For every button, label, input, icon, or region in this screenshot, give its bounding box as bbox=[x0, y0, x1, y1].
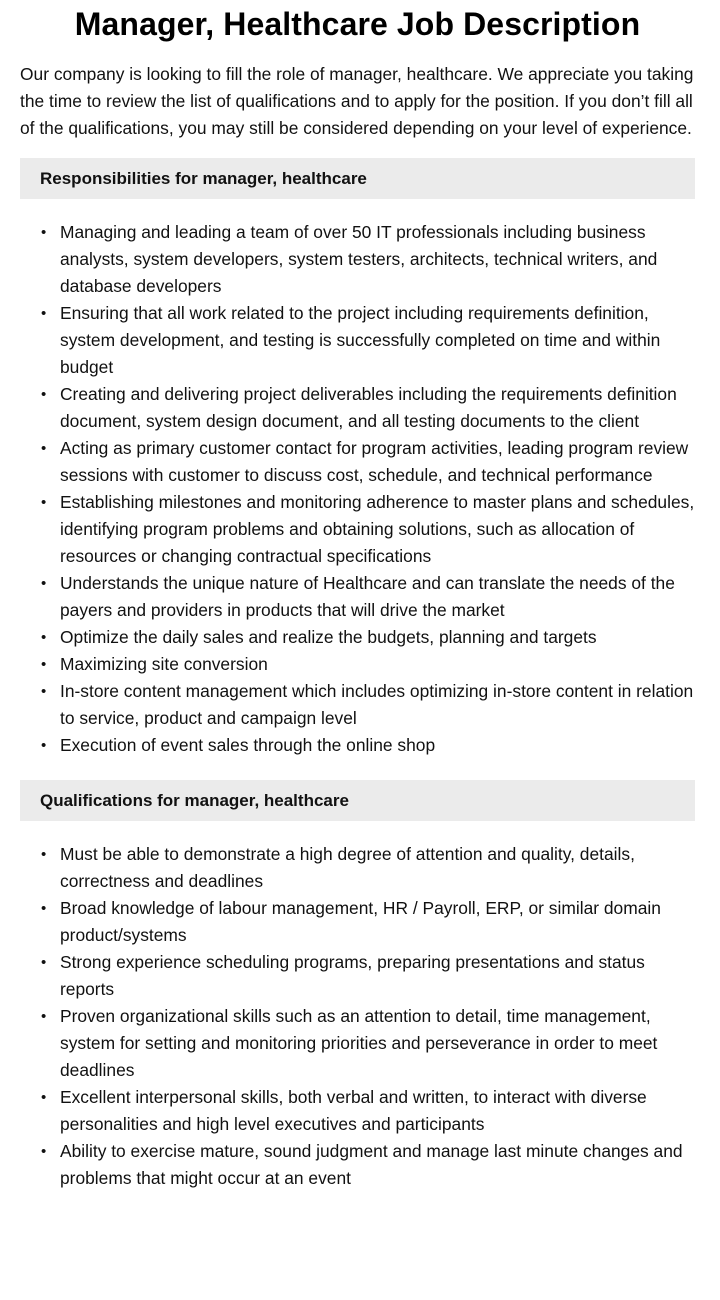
bullet-icon: • bbox=[41, 386, 47, 403]
intro-paragraph: Our company is looking to fill the role of manager, healthcare. We appreciate you taking the time to review the list of qualifications and to apply for the position. If you don’t fill all of the qualifications, you may still be considered depending on your level of experience. bbox=[20, 64, 694, 138]
bullet-icon: • bbox=[41, 900, 47, 917]
list-item bbox=[41, 678, 695, 732]
list-item bbox=[41, 381, 695, 435]
list-item-text: Broad knowledge of labour management, HR / Payroll, ERP, or similar domain product/systems bbox=[60, 898, 661, 945]
bullet-icon: • bbox=[41, 683, 47, 700]
list-item-text: Execution of event sales through the online shop bbox=[60, 735, 436, 755]
list-item bbox=[41, 624, 695, 651]
list-item-text: Establishing milestones and monitoring adherence to master plans and schedules, identifying program problems and obtaining solutions, such as allocation of resources or changing contractual specifications bbox=[60, 492, 695, 566]
bullet-icon: • bbox=[41, 1089, 47, 1106]
list-item-text: Ability to exercise mature, sound judgment and manage last minute changes and problems that might occur at an event bbox=[60, 1141, 683, 1188]
list-item bbox=[41, 570, 695, 624]
list-item bbox=[41, 489, 695, 570]
list-item bbox=[41, 435, 695, 489]
responsibilities-header: Responsibilities for manager, healthcare bbox=[20, 158, 695, 199]
list-item-text: Managing and leading a team of over 50 IT professionals including business analysts, system developers, system testers, architects, technical writers, and database developers bbox=[60, 222, 658, 296]
responsibilities-section bbox=[20, 158, 695, 759]
list-item bbox=[41, 1138, 695, 1192]
bullet-icon: • bbox=[41, 224, 47, 241]
list-item-text: Proven organizational skills such as an attention to detail, time management, system for setting and monitoring priorities and perseverance in order to meet deadlines bbox=[60, 1006, 658, 1080]
bullet-icon: • bbox=[41, 1143, 47, 1160]
list-item-text: Understands the unique nature of Healthcare and can translate the needs of the payers and providers in products that will drive the market bbox=[60, 573, 675, 620]
bullet-icon: • bbox=[41, 305, 47, 322]
list-item-text: Excellent interpersonal skills, both verbal and written, to interact with diverse personalities and high level executives and participants bbox=[60, 1087, 647, 1134]
bullet-icon: • bbox=[41, 737, 47, 754]
list-item bbox=[41, 895, 695, 949]
bullet-icon: • bbox=[41, 575, 47, 592]
bullet-icon: • bbox=[41, 629, 47, 646]
list-item-text: Acting as primary customer contact for program activities, leading program review sessions with customer to discuss cost, schedule, and technical performance bbox=[60, 438, 689, 485]
list-item bbox=[41, 651, 695, 678]
responsibilities-list bbox=[20, 219, 695, 759]
bullet-icon: • bbox=[41, 440, 47, 457]
list-item bbox=[41, 300, 695, 381]
list-item bbox=[41, 949, 695, 1003]
list-item-text: Creating and delivering project deliverables including the requirements definition document, system design document, and all testing documents to the client bbox=[60, 384, 677, 431]
list-item-text: In-store content management which includes optimizing in-store content in relation to service, product and campaign level bbox=[60, 681, 694, 728]
list-item bbox=[41, 732, 695, 759]
list-item-text: Maximizing site conversion bbox=[60, 654, 268, 674]
bullet-icon: • bbox=[41, 846, 47, 863]
list-item bbox=[41, 219, 695, 300]
bullet-icon: • bbox=[41, 1008, 47, 1025]
bullet-icon: • bbox=[41, 954, 47, 971]
list-item-text: Strong experience scheduling programs, preparing presentations and status reports bbox=[60, 952, 645, 999]
page-title: Manager, Healthcare Job Description bbox=[74, 6, 641, 42]
list-item bbox=[41, 1084, 695, 1138]
section-spacer bbox=[20, 759, 695, 764]
bullet-icon: • bbox=[41, 656, 47, 673]
list-item bbox=[41, 841, 695, 895]
list-item-text: Must be able to demonstrate a high degree of attention and quality, details, correctness and deadlines bbox=[60, 844, 635, 891]
list-item bbox=[41, 1003, 695, 1084]
bullet-icon: • bbox=[41, 494, 47, 511]
qualifications-header: Qualifications for manager, healthcare bbox=[20, 780, 695, 821]
list-item-text: Ensuring that all work related to the project including requirements definition, system development, and testing is successfully completed on time and within budget bbox=[60, 303, 661, 377]
qualifications-list bbox=[20, 841, 695, 1192]
qualifications-section bbox=[20, 780, 695, 1192]
list-item-text: Optimize the daily sales and realize the budgets, planning and targets bbox=[60, 627, 597, 647]
